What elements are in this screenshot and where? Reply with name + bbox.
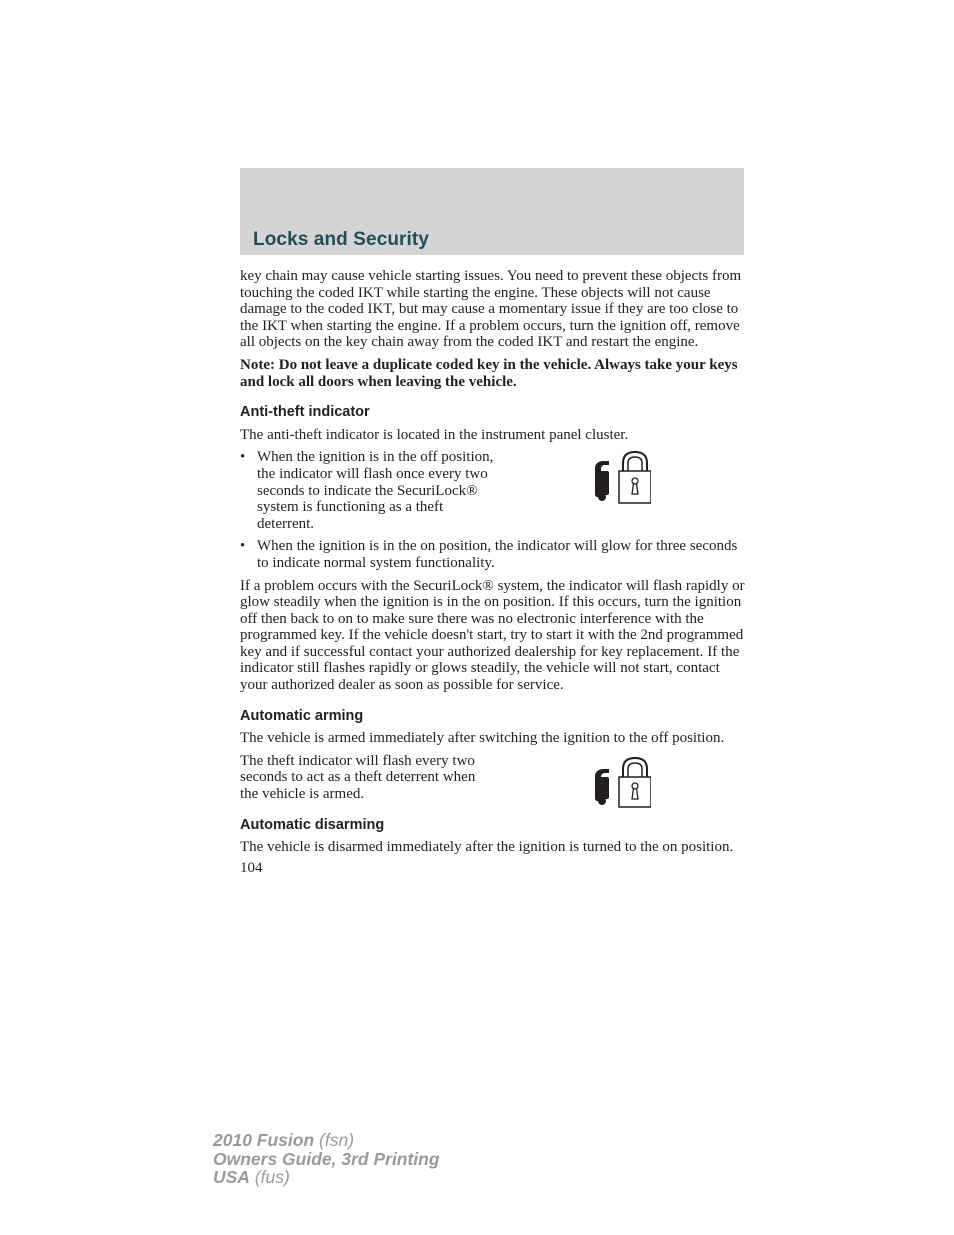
page-footer bbox=[213, 1131, 440, 1187]
footer-model-code: (fsn) bbox=[319, 1130, 355, 1150]
bullet-dot: • bbox=[240, 449, 246, 466]
bullet-text: When the ignition is in the on position, the indicator will glow for three seconds to indicate normal system functionality. bbox=[257, 538, 738, 571]
car-lock-icon bbox=[593, 757, 651, 809]
automatic-disarming-heading: Automatic disarming bbox=[240, 816, 385, 833]
footer-region: USA bbox=[213, 1167, 250, 1188]
section-header-band bbox=[240, 168, 744, 255]
anti-theft-heading: Anti-theft indicator bbox=[240, 404, 370, 421]
note-paragraph: Note: Do not leave a duplicate coded key in the vehicle. Always take your keys and lock all doors when leaving the vehicle. bbox=[240, 356, 738, 390]
bullet-dot: • bbox=[240, 538, 246, 555]
anti-theft-intro: The anti-theft indicator is located in the instrument panel cluster. bbox=[240, 426, 629, 443]
page-number: 104 bbox=[240, 859, 263, 876]
automatic-arming-row bbox=[240, 753, 745, 803]
car-lock-icon bbox=[593, 449, 651, 505]
bullet-text: When the ignition is in the off position, the indicator will flash once every two seconds to indicate the SecuriLock® system is functioning as a theft deterrent. bbox=[257, 449, 494, 532]
footer-model: 2010 Fusion bbox=[213, 1130, 315, 1150]
footer-line-model bbox=[213, 1131, 440, 1150]
anti-theft-problem-paragraph: If a problem occurs with the SecuriLock® system, the indicator will flash rapidly or glow steadily when the ignition is in the on position. If this occurs, turn the ignition off then back to on to make sure there was no electronic interference with the programmed key. If the vehicle doesn't start, try to start it with the 2nd programmed key and if successful contact your authorized dealership for key replacement. If the indicator still flashes rapidly or glows steadily, the vehicle will not start, contact your authorized dealer as soon as possible for service. bbox=[240, 577, 745, 694]
automatic-arming-p1: The vehicle is armed immediately after switching the ignition to the off position. bbox=[240, 730, 725, 747]
section-title: Locks and Security bbox=[253, 229, 430, 250]
footer-line-region bbox=[213, 1168, 440, 1187]
footer-guide: Owners Guide, 3rd Printing bbox=[213, 1148, 440, 1169]
footer-region-code: (fus) bbox=[254, 1167, 290, 1188]
page-content bbox=[240, 268, 745, 876]
anti-theft-bullet-row bbox=[240, 449, 745, 532]
bullet-item bbox=[240, 538, 745, 571]
footer-line-guide bbox=[213, 1150, 440, 1169]
intro-paragraph: key chain may cause vehicle starting issues. You need to prevent these objects from touching the coded IKT while starting the engine. These objects will not cause damage to the coded IKT, but may cause a momentary issue if they are too close to the IKT when starting the engine. If a problem occurs, turn the ignition off, remove all objects on the key chain away from the coded IKT and restart the engine. bbox=[240, 268, 742, 351]
automatic-arming-heading: Automatic arming bbox=[240, 707, 364, 724]
bullet-item bbox=[240, 449, 497, 532]
automatic-disarming-p1: The vehicle is disarmed immediately after the ignition is turned to the on position. bbox=[240, 839, 734, 856]
automatic-arming-p2: The theft indicator will flash every two seconds to act as a theft deterrent when the vehicle is armed. bbox=[240, 752, 476, 803]
